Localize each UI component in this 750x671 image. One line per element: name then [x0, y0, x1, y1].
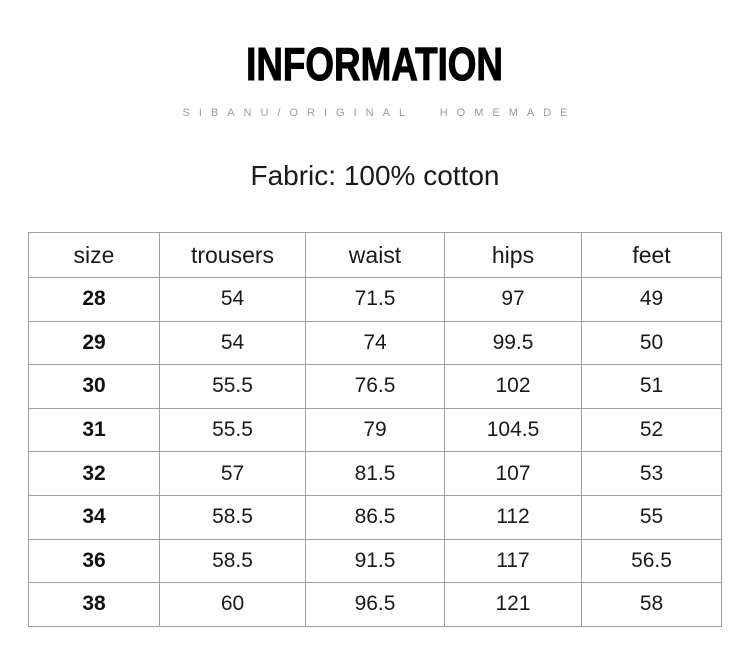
cell-trousers: 55.5	[160, 365, 306, 409]
column-header-size: size	[29, 233, 160, 278]
page-title-text: INFORMATION	[246, 38, 504, 90]
cell-waist: 74	[306, 321, 445, 365]
cell-waist: 91.5	[306, 539, 445, 583]
cell-feet: 51	[582, 365, 722, 409]
cell-feet: 55	[582, 495, 722, 539]
column-header-hips: hips	[445, 233, 582, 278]
cell-feet: 56.5	[582, 539, 722, 583]
size-table-row	[29, 539, 722, 583]
size-table	[28, 232, 722, 627]
cell-trousers: 58.5	[160, 495, 306, 539]
cell-waist: 71.5	[306, 278, 445, 322]
size-table-row	[29, 583, 722, 627]
cell-size: 31	[29, 408, 160, 452]
size-table-row	[29, 321, 722, 365]
cell-feet: 52	[582, 408, 722, 452]
column-header-feet: feet	[582, 233, 722, 278]
cell-trousers: 55.5	[160, 408, 306, 452]
cell-trousers: 58.5	[160, 539, 306, 583]
cell-size: 28	[29, 278, 160, 322]
column-header-trousers: trousers	[160, 233, 306, 278]
cell-feet: 58	[582, 583, 722, 627]
column-header-waist: waist	[306, 233, 445, 278]
cell-size: 30	[29, 365, 160, 409]
cell-trousers: 57	[160, 452, 306, 496]
page-title	[0, 38, 750, 90]
cell-feet: 53	[582, 452, 722, 496]
cell-trousers: 54	[160, 278, 306, 322]
cell-waist: 79	[306, 408, 445, 452]
cell-waist: 81.5	[306, 452, 445, 496]
size-table-row	[29, 495, 722, 539]
cell-size: 38	[29, 583, 160, 627]
cell-hips: 107	[445, 452, 582, 496]
size-table-row	[29, 452, 722, 496]
cell-size: 36	[29, 539, 160, 583]
cell-hips: 112	[445, 495, 582, 539]
fabric-note: Fabric: 100% cotton	[250, 160, 500, 191]
cell-hips: 121	[445, 583, 582, 627]
cell-trousers: 60	[160, 583, 306, 627]
cell-waist: 76.5	[306, 365, 445, 409]
cell-size: 32	[29, 452, 160, 496]
cell-hips: 102	[445, 365, 582, 409]
cell-hips: 99.5	[445, 321, 582, 365]
cell-waist: 96.5	[306, 583, 445, 627]
brand-subtitle: SIBANU/ORIGINAL HOMEMADE	[182, 107, 577, 119]
size-table-row	[29, 408, 722, 452]
cell-hips: 117	[445, 539, 582, 583]
cell-hips: 104.5	[445, 408, 582, 452]
cell-hips: 97	[445, 278, 582, 322]
cell-waist: 86.5	[306, 495, 445, 539]
cell-size: 34	[29, 495, 160, 539]
size-table-row	[29, 365, 722, 409]
cell-size: 29	[29, 321, 160, 365]
size-table-header-row	[29, 233, 722, 278]
cell-feet: 49	[582, 278, 722, 322]
size-table-row	[29, 278, 722, 322]
cell-feet: 50	[582, 321, 722, 365]
cell-trousers: 54	[160, 321, 306, 365]
